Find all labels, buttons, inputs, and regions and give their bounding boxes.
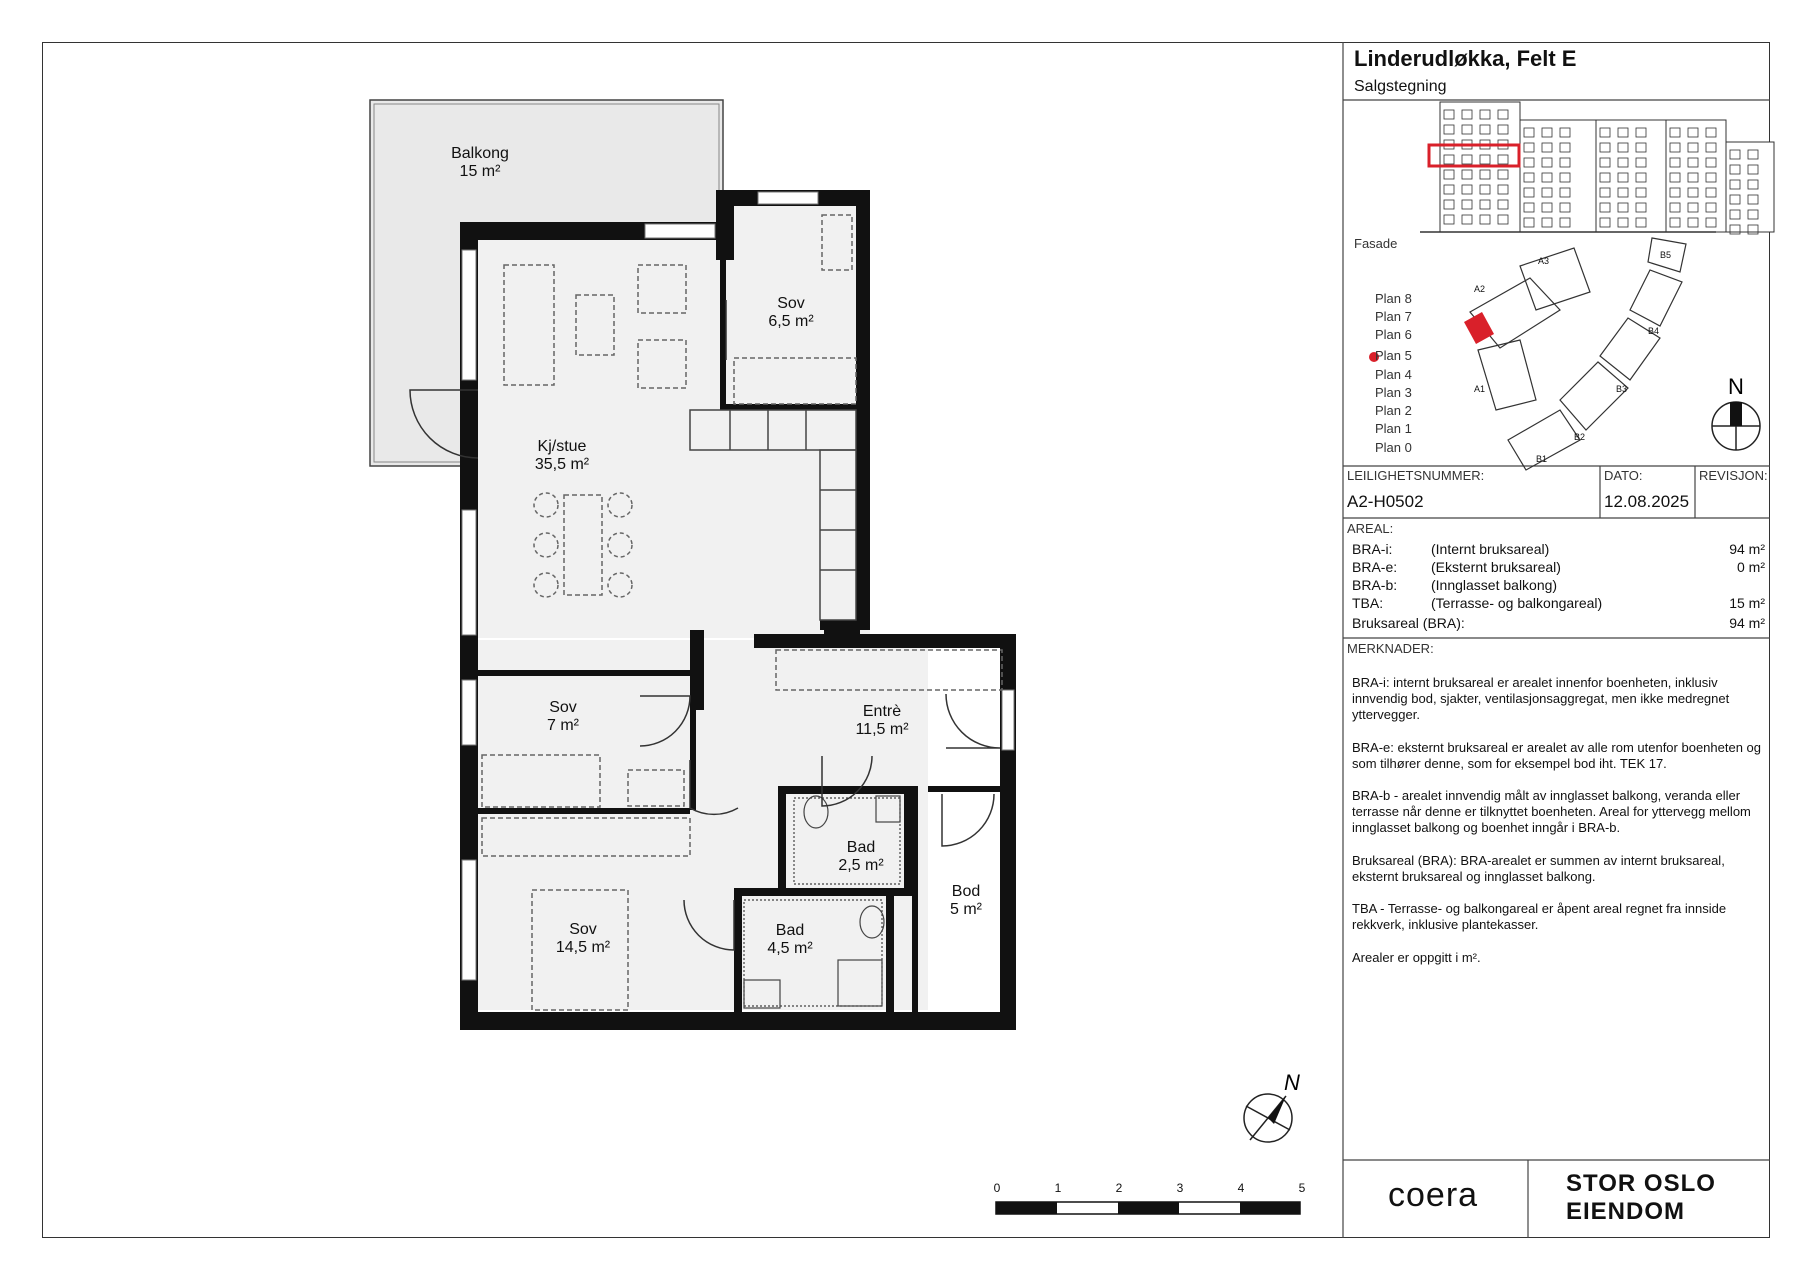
scale-tick-4: 4 [1237,1181,1245,1195]
floor-item-2[interactable]: Plan 2 [1375,403,1412,418]
areal-value: 94 m² [1729,541,1765,557]
room-name-entre: Entrè [862,703,902,720]
floor-item-6[interactable]: Plan 6 [1375,327,1412,342]
areal-code: BRA-b: [1352,577,1398,593]
stor-oslo-logo-line1: STOR OSLO [1566,1170,1716,1197]
facade-label: Fasade [1354,236,1398,251]
scale-tick-3: 3 [1176,1181,1184,1195]
svg-text:B5: B5 [1660,250,1672,260]
room-name-bad-2: Bad [775,922,805,939]
floor-item-8[interactable]: Plan 8 [1375,291,1412,306]
floor-item-1[interactable]: Plan 1 [1375,421,1412,436]
note-bra-e: BRA-e: eksternt bruksareal er arealet av alle rom utenfor boenheten og som tilhører denne, som for eksempel bod iht. TEK 17. [1352,740,1762,771]
room-area-balkong: 15 m² [459,163,501,180]
svg-text:N: N [1728,374,1744,399]
room-area-sov-1: 6,5 m² [768,313,814,330]
note-bruksareal: Bruksareal (BRA): BRA-arealet er summen av internt bruksareal, eksternt bruksareal og innglasset balkong. [1352,853,1725,884]
areal-code: BRA-e: [1352,559,1398,575]
scale-tick-2: 2 [1115,1181,1123,1195]
date-label: DATO: [1604,468,1643,483]
note-bra-b: BRA-b - arealet innvendig målt av innglasset balkong, veranda eller terrasse når denne er tilknyttet boenheten. Areal for yttervegg mellom innglasset balkong og boenhet inngår i BRA-b. [1352,788,1751,835]
areal-value: 0 m² [1737,559,1765,575]
compass-north-arrow-icon [1244,1070,1300,1142]
areal-label: AREAL: [1347,521,1394,536]
floor-item-5[interactable]: Plan 5 [1375,348,1412,363]
floor-item-4[interactable]: Plan 4 [1375,367,1412,382]
selected-unit-site-highlight [1464,312,1494,344]
floor-item-3[interactable]: Plan 3 [1375,385,1412,400]
areal-desc: (Internt bruksareal) [1431,541,1550,557]
room-area-kjokken-stue: 35,5 m² [534,456,590,473]
revision-label: REVISJON: [1699,468,1768,483]
unit-number-label: LEILIGHETSNUMMER: [1347,468,1485,483]
note-bra-i: BRA-i: internt bruksareal er arealet innenfor boenheten, inklusiv innvendig bod, sjakter, ventilasjonsaggregat, men ikke medregnet yttervegger. [1352,675,1730,722]
north-indicator-icon [1712,374,1760,450]
scale-tick-0: 0 [993,1181,1001,1195]
room-name-bad-1: Bad [846,839,876,856]
floor-item-0[interactable]: Plan 0 [1375,440,1412,455]
room-name-sov-1: Sov [777,295,805,312]
areal-code: TBA: [1352,595,1384,611]
stor-oslo-logo-line2: EIENDOM [1566,1198,1686,1225]
svg-text:B4: B4 [1648,326,1660,336]
unit-number-value: A2-H0502 [1347,492,1424,511]
room-area-sov-3: 14,5 m² [555,939,611,956]
scale-bar [994,1181,1306,1214]
svg-text:A1: A1 [1474,384,1486,394]
date-value: 12.08.2025 [1604,492,1690,511]
coera-logo: coera [1388,1176,1479,1214]
scale-tick-1: 1 [1054,1181,1062,1195]
svg-text:B2: B2 [1574,432,1586,442]
room-area-bad-2: 4,5 m² [767,940,813,957]
room-area-sov-2: 7 m² [547,717,579,734]
svg-text:A3: A3 [1538,256,1550,266]
room-area-bad-1: 2,5 m² [838,857,884,874]
room-name-sov-3: Sov [569,921,597,938]
room-area-bod: 5 m² [950,901,982,918]
scale-tick-5: 5 [1298,1181,1306,1195]
site-labels [1474,250,1671,464]
project-title: Linderudløkka, Felt E [1354,46,1577,71]
floor-item-7[interactable]: Plan 7 [1375,309,1412,324]
room-name-balkong: Balkong [451,145,509,162]
room-name-sov-2: Sov [549,699,577,716]
note-arealer: Arealer er oppgitt i m². [1352,950,1481,965]
areal-desc: (Terrasse- og balkongareal) [1431,595,1603,611]
svg-text:N: N [1284,1070,1300,1095]
areal-value: 15 m² [1729,595,1765,611]
svg-text:B1: B1 [1536,454,1548,464]
areal-value: 94 m² [1729,615,1765,631]
room-area-entre: 11,5 m² [855,721,909,738]
note-tba: TBA - Terrasse- og balkongareal er åpent areal regnet fra innside rekkverk, inklusive plantekasser. [1352,901,1727,932]
svg-text:A2: A2 [1474,284,1486,294]
room-name-kjokken-stue: Kj/stue [537,438,587,455]
areal-code: BRA-i: [1352,541,1393,557]
drawing-subtitle: Salgstegning [1354,78,1447,95]
areal-code: Bruksareal (BRA): [1352,615,1465,631]
merknader-label: MERKNADER: [1347,641,1434,656]
areal-desc: (Innglasset balkong) [1431,577,1558,593]
room-name-bod: Bod [951,883,981,900]
svg-text:B3: B3 [1616,384,1628,394]
areal-desc: (Eksternt bruksareal) [1431,559,1561,575]
